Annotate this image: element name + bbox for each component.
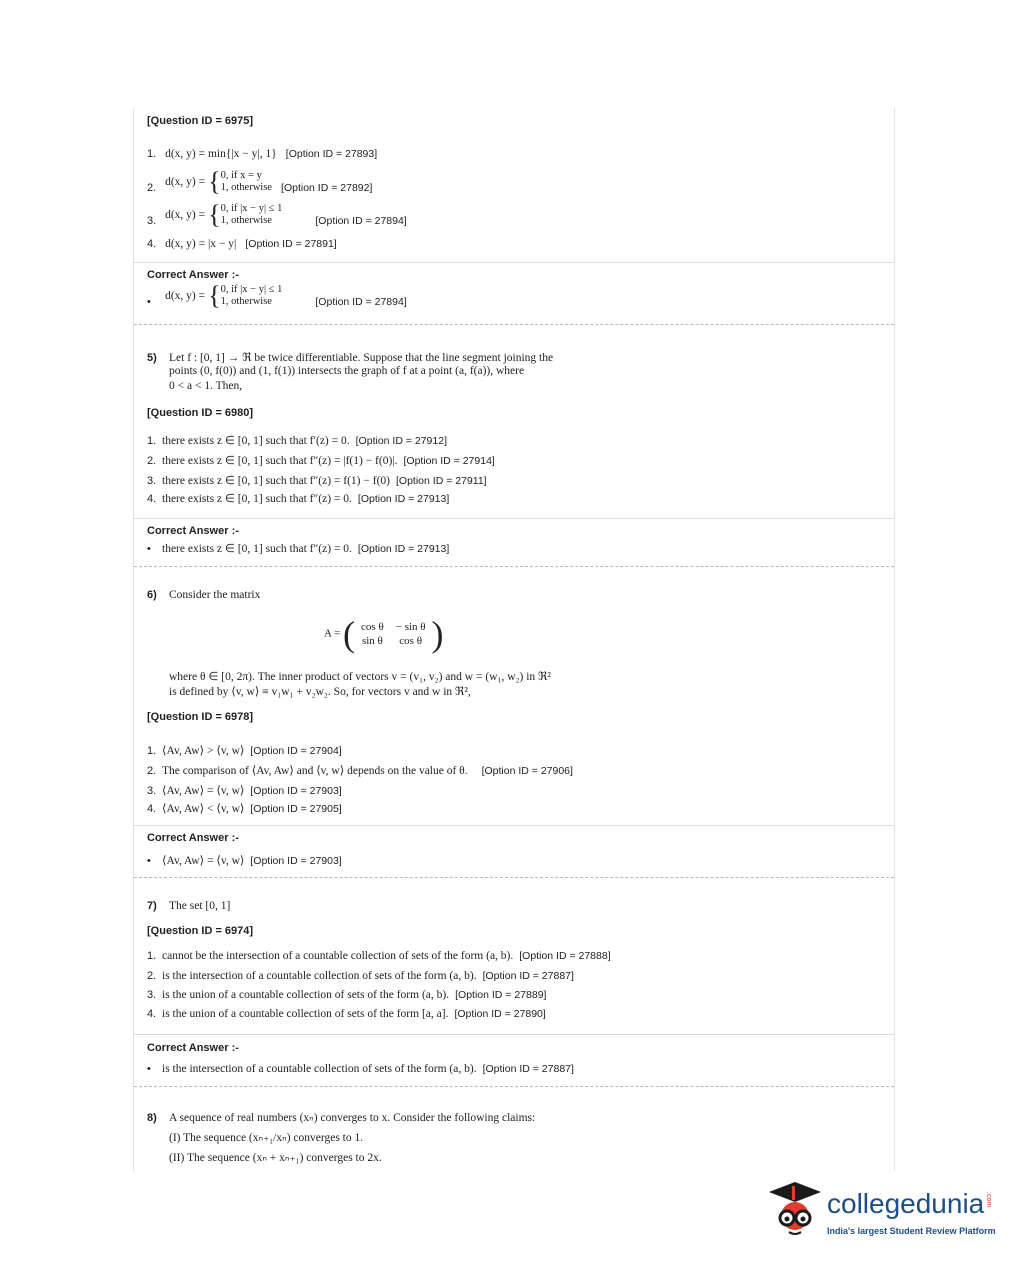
claim-1: (I) The sequence (xₙ₊₁/xₙ) converges to 1. <box>169 1132 364 1144</box>
divider <box>134 518 894 519</box>
question-text: 6) Consider the matrix <box>147 589 261 601</box>
question-id: [Question ID = 6978] <box>147 711 254 723</box>
claim-2: (II) The sequence (xₙ + xₙ₊₁) converges to 2x. <box>169 1152 382 1164</box>
correct-answer-label: Correct Answer :- <box>147 832 239 844</box>
correct-answer: • d(x, y) = {0, if |x − y| ≤ 1 1, otherwise [Option ID = 27894] <box>147 281 407 310</box>
option-2: 2. is the intersection of a countable collection of sets of the form (a, b). [Option ID = 27887] <box>147 970 574 982</box>
correct-answer-label: Correct Answer :- <box>147 1042 239 1054</box>
question-text: 0 < a < 1. Then, <box>169 380 243 392</box>
divider <box>134 1086 894 1087</box>
divider <box>134 877 894 878</box>
logo-domain: .com <box>985 1192 992 1208</box>
question-text: 5) Let f : [0, 1] → ℜ be twice differentiable. Suppose that the line segment joining the <box>147 352 554 364</box>
option-1: 1. there exists z ∈ [0, 1] such that f′(z) = 0. [Option ID = 27912] <box>147 435 447 447</box>
logo-tagline: India's largest Student Review Platform <box>827 1226 996 1236</box>
option-4: 4. ⟨Av, Aw⟩ < ⟨v, w⟩ [Option ID = 27905] <box>147 803 342 815</box>
rotation-matrix: A = ( cos θ − sin θ sin θ cos θ ) <box>324 614 444 654</box>
correct-answer-label: Correct Answer :- <box>147 525 239 537</box>
option-4: 4. d(x, y) = |x − y| [Option ID = 27891] <box>147 238 337 250</box>
option-3: 3. there exists z ∈ [0, 1] such that f″(z) = f(1) − f(0) [Option ID = 27911] <box>147 475 487 487</box>
divider <box>134 566 894 567</box>
question-id: [Question ID = 6975] <box>147 115 254 127</box>
question-text: points (0, f(0)) and (1, f(1)) intersects the graph of f at a point (a, f(a)), where <box>169 365 525 377</box>
option-2: 2. d(x, y) = {0, if x = y 1, otherwise [Option ID = 27892] <box>147 167 373 196</box>
divider <box>134 262 894 263</box>
question-text: where θ ∈ [0, 2π). The inner product of vectors v = (v₁, v₂) and w = (w₁, w₂) in ℜ² <box>169 671 551 683</box>
option-1: 1. ⟨Av, Aw⟩ > ⟨v, w⟩ [Option ID = 27904] <box>147 745 342 757</box>
question-id: [Question ID = 6974] <box>147 925 254 937</box>
divider <box>134 1034 894 1035</box>
option-4: 4. there exists z ∈ [0, 1] such that f″(z) = 0. [Option ID = 27913] <box>147 493 450 505</box>
option-3: 3. ⟨Av, Aw⟩ = ⟨v, w⟩ [Option ID = 27903] <box>147 785 342 797</box>
question-text: 7) The set [0, 1] <box>147 900 231 912</box>
correct-answer: • is the intersection of a countable collection of sets of the form (a, b). [Option ID = 27887] <box>147 1063 574 1075</box>
correct-answer: • ⟨Av, Aw⟩ = ⟨v, w⟩ [Option ID = 27903] <box>147 855 342 867</box>
correct-answer-label: Correct Answer :- <box>147 269 239 281</box>
question-id: [Question ID = 6980] <box>147 407 254 419</box>
option-2: 2. The comparison of ⟨Av, Aw⟩ and ⟨v, w⟩ depends on the value of θ. [Option ID = 27906] <box>147 765 573 777</box>
question-text: is defined by ⟨v, w⟩ ≡ v₁w₁ + v₂w₂. So, for vectors v and w in ℜ², <box>169 686 471 698</box>
correct-answer: • there exists z ∈ [0, 1] such that f″(z) = 0. [Option ID = 27913] <box>147 543 450 555</box>
divider <box>134 825 894 826</box>
logo-wordmark: collegedunia <box>827 1188 985 1219</box>
document-page <box>133 108 895 1171</box>
question-text: 8) A sequence of real numbers (xₙ) converges to x. Consider the following claims: <box>147 1112 536 1124</box>
option-1: 1. d(x, y) = min{|x − y|, 1} [Option ID = 27893] <box>147 148 378 160</box>
option-3: 3. d(x, y) = {0, if |x − y| ≤ 1 1, otherwise [Option ID = 27894] <box>147 200 407 229</box>
collegedunia-logo <box>765 1178 1005 1248</box>
option-2: 2. there exists z ∈ [0, 1] such that f″(z) = |f(1) − f(0)|. [Option ID = 27914] <box>147 455 495 467</box>
option-4: 4. is the union of a countable collection of sets of the form [a, a]. [Option ID = 27890] <box>147 1008 546 1020</box>
graduate-mascot-icon <box>765 1178 825 1242</box>
option-1: 1. cannot be the intersection of a countable collection of sets of the form (a, b). [Option ID = 27888] <box>147 950 611 962</box>
option-3: 3. is the union of a countable collection of sets of the form (a, b). [Option ID = 27889] <box>147 989 547 1001</box>
divider <box>134 324 894 325</box>
